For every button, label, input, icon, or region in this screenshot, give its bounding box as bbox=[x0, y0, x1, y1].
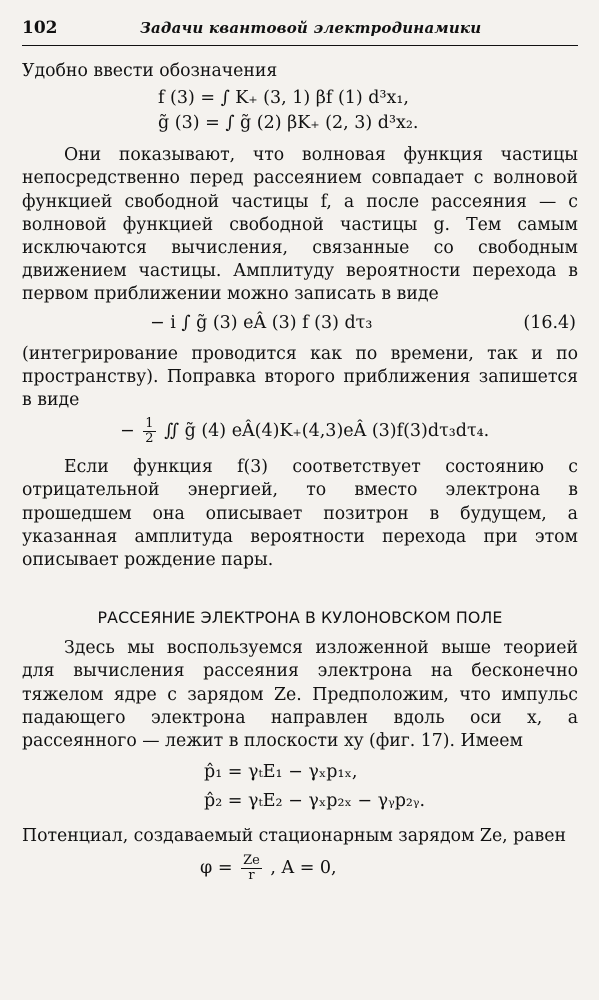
paragraph-integration: (интегрирование проводится как по времени, так и по пространству). Поправка второго приближения запишется в виде bbox=[22, 343, 578, 411]
formula-f3: f (3) = ∫ K₊ (3, 1) βf (1) d³x₁, bbox=[158, 88, 409, 109]
page-number: 102 bbox=[22, 18, 58, 38]
formula-g3: g̃ (3) = ∫ g̃ (2) βK₊ (2, 3) d³x₂. bbox=[158, 113, 419, 134]
paragraph-negative-energy: Если функция f(3) соответствует состоянию с отрицательной энергией, то вместо электрона в прошедшем она описывает позитрон в будущем, а указанная амплитуда вероятности перехода при этом описывает рождение пары. bbox=[22, 457, 578, 571]
book-page bbox=[22, 18, 578, 883]
section-title: РАССЕЯНИЕ ЭЛЕКТРОНА В КУЛОНОВСКОМ ПОЛЕ bbox=[97, 608, 503, 628]
paragraph-potential: Потенциал, создаваемый стационарным зарядом Ze, равен bbox=[22, 826, 566, 847]
formula-potential: φ = $\frac{Ze}{r}$ , A = 0, bbox=[200, 853, 337, 884]
paragraph-coulomb: Здесь мы воспользуемся изложенной выше теорией для вычисления рассеяния электрона на бесконечно тяжелом ядре с зарядом Ze. Предположим, что импульс падающего электрона направлен вдоль оси x, а рассеянного — лежит в плоскости xy (фиг. 17). Имеем bbox=[22, 638, 578, 752]
formula-second-order: − $\frac{1}{2}$ ∬ g̃ (4) eÂ(4)K₊(4,3)eÂ (3)f(3)dτ₃dτ₄. bbox=[120, 416, 490, 447]
formula-p1: p̂₁ = γₜE₁ − γₓp₁ₓ, bbox=[204, 762, 358, 783]
page-header bbox=[22, 18, 578, 46]
fraction-half: $\frac{1}{2}$ bbox=[145, 416, 154, 447]
equation-16-4 bbox=[22, 312, 578, 335]
paragraph-intro: Удобно ввести обозначения bbox=[22, 61, 278, 81]
equation-number: (16.4) bbox=[523, 312, 576, 333]
running-title: Задачи квантовой электродинамики bbox=[140, 19, 482, 37]
fraction-ze-r: $\frac{Ze}{r}$ bbox=[243, 853, 260, 884]
formula-p2: p̂₂ = γₜE₂ − γₓp₂ₓ − γᵧp₂ᵧ. bbox=[204, 791, 426, 812]
formula-amplitude: − i ∫ g̃ (3) eÂ (3) f (3) dτ₃ bbox=[150, 312, 373, 333]
paragraph-wavefunction: Они показывают, что волновая функция частицы непосредственно перед рассеянием совпадает с волновой функцией свободной частицы f, а после рассеяния — с волновой функцией свободной частицы g. Тем самым исключаются вычисления, связанные со свободным движением частицы. Амплитуду вероятности перехода в первом приближении можно записать в виде bbox=[22, 145, 578, 305]
